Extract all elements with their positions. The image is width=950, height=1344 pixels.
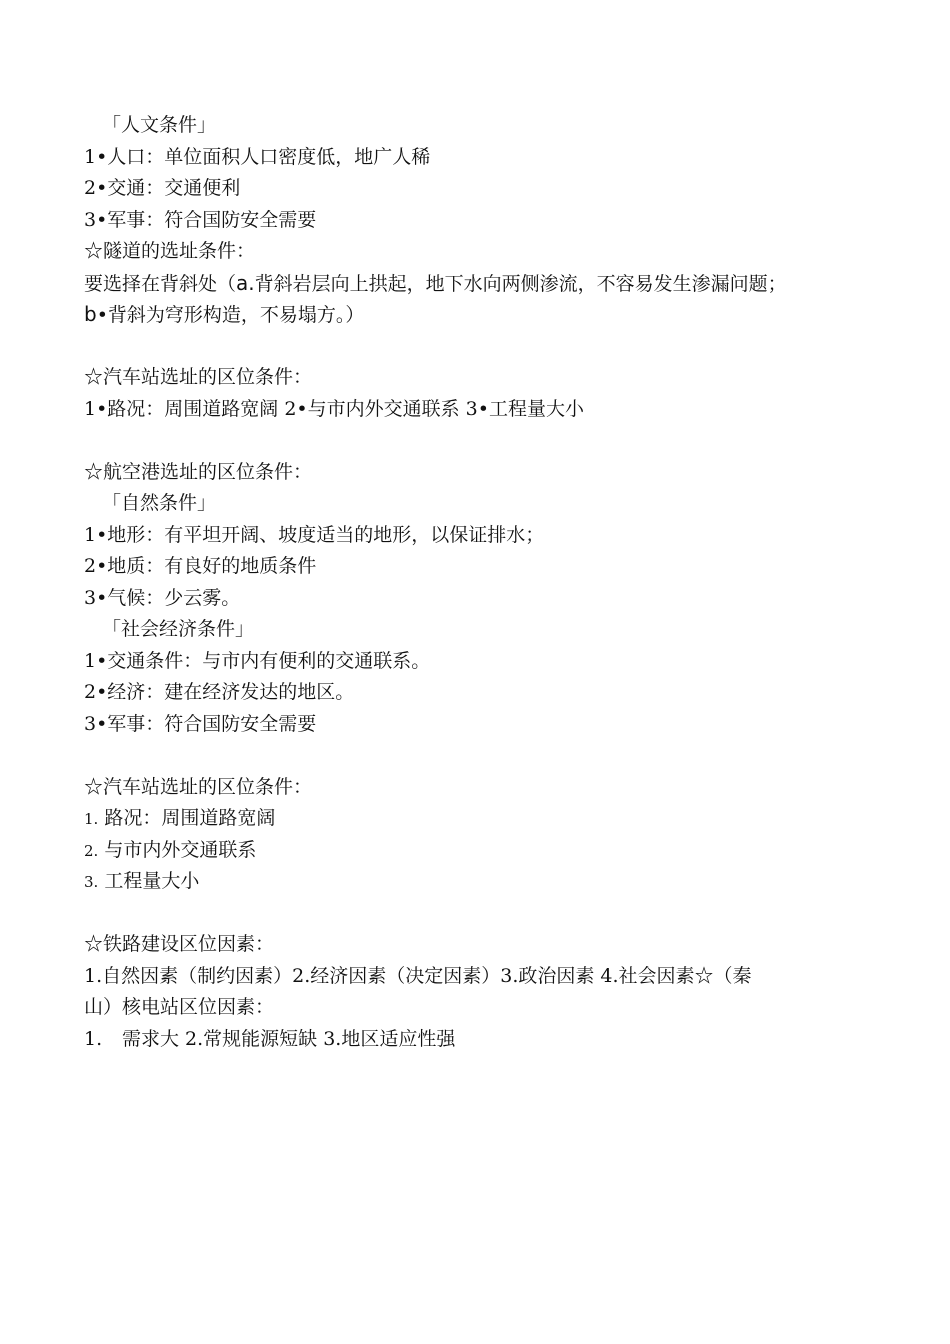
tunnel-line-2-rest: •背斜为穹形构造，不易塌方。） bbox=[96, 304, 365, 326]
railway-heading: ☆铁路建设区位因素： bbox=[84, 933, 275, 955]
bus-station-heading: ☆汽车站选址的区位条件： bbox=[84, 366, 313, 388]
airport-natural-climate: 3•气候：少云雾。 bbox=[84, 586, 241, 609]
tunnel-line-1-prefix: 要选择在背斜处（ bbox=[84, 272, 237, 295]
airport-social-economy: 2•经济：建在经济发达的地区。 bbox=[84, 681, 355, 703]
tunnel-line-1 bbox=[84, 268, 884, 300]
spacer bbox=[84, 331, 884, 363]
airport-social-heading: 「社会经济条件」 bbox=[102, 618, 255, 640]
airport-natural-geology: 2•地质：有良好的地质条件 bbox=[84, 555, 317, 577]
railway-factors-line-1: 1.自然因素（制约因素）2.经济因素（决定因素）3.政治因素 4.社会因素☆（秦 bbox=[84, 964, 752, 987]
spacer bbox=[84, 425, 884, 457]
tunnel-marker-a: a. bbox=[236, 270, 255, 295]
airport-social-transport: 1•交通条件：与市内有便利的交通联系。 bbox=[84, 649, 431, 672]
document-body bbox=[84, 110, 884, 1055]
bus-station-conditions: 1•路况：周围道路宽阔 2•与市内外交通联系 3•工程量大小 bbox=[84, 397, 584, 420]
airport-natural-heading: 「自然条件」 bbox=[102, 492, 217, 514]
tunnel-marker-b: b bbox=[84, 302, 97, 326]
tunnel-line-1-rest: 背斜岩层向上拱起，地下水向两侧渗流，不容易发生渗漏问题； bbox=[254, 272, 787, 295]
airport-natural-terrain: 1•地形：有平坦开阔、坡度适当的地形，以保证排水； bbox=[84, 523, 545, 546]
list-item-text: 与市内外交通联系 bbox=[98, 838, 257, 861]
humanities-item-population: 1•人口：单位面积人口密度低，地广人稀 bbox=[84, 145, 431, 168]
humanities-heading: 「人文条件」 bbox=[102, 114, 217, 136]
bus-station-2-item bbox=[84, 835, 884, 867]
humanities-item-military: 3•军事：符合国防安全需要 bbox=[84, 208, 317, 231]
list-number: 1. bbox=[84, 810, 99, 828]
spacer bbox=[84, 740, 884, 772]
tunnel-line-2 bbox=[84, 299, 884, 331]
airport-social-military: 3•军事：符合国防安全需要 bbox=[84, 712, 317, 735]
bus-station-2-heading: ☆汽车站选址的区位条件： bbox=[84, 775, 313, 798]
nuclear-factors-text: 需求大 2.常规能源短缺 3.地区适应性强 bbox=[122, 1027, 456, 1050]
bus-station-2-item bbox=[84, 803, 884, 835]
spacer bbox=[84, 898, 884, 930]
list-item-text: 工程量大小 bbox=[98, 870, 200, 892]
list-item-text: 路况：周围道路宽阔 bbox=[98, 807, 276, 829]
list-number: 3. bbox=[84, 873, 99, 891]
tunnel-heading: ☆隧道的选址条件： bbox=[84, 240, 256, 262]
nuclear-heading-line: 山）核电站区位因素： bbox=[84, 996, 275, 1018]
list-number: 2. bbox=[84, 841, 99, 860]
list-number: 1. bbox=[84, 1027, 103, 1050]
airport-heading: ☆航空港选址的区位条件： bbox=[84, 460, 313, 483]
bus-station-2-item bbox=[84, 866, 884, 898]
humanities-item-transport: 2•交通：交通便利 bbox=[84, 177, 241, 199]
nuclear-factors-line bbox=[84, 1024, 884, 1056]
